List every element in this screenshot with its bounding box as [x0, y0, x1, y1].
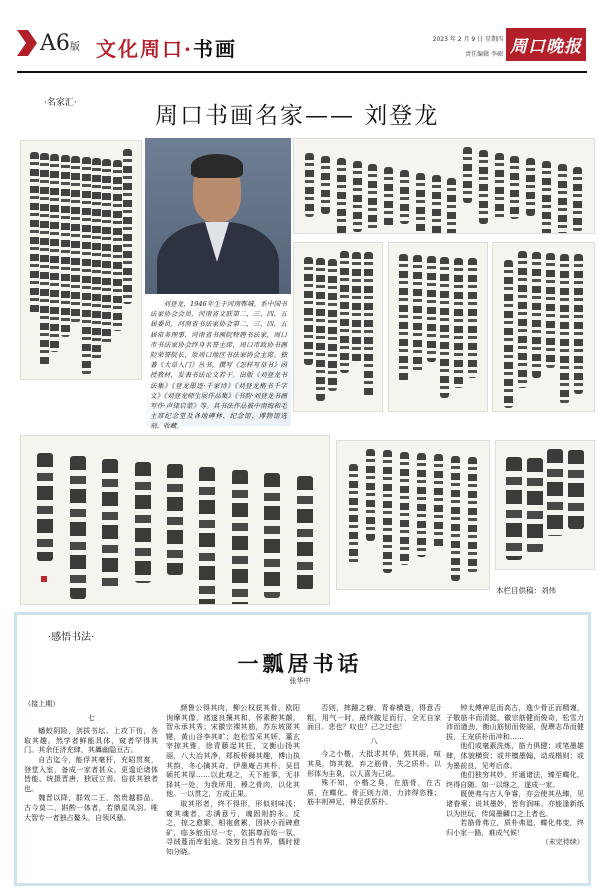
calligraphy-artwork-bottom-mid	[336, 440, 490, 590]
section-number: 七	[87, 712, 95, 722]
brush-stroke-column	[427, 256, 436, 362]
brush-stroke-column	[432, 175, 441, 234]
paragraph: 蟠蛟阴险，剑拔书坛。上攻下仿，各取其趣。然学者鲜能具体，窥者罕得其门。其余任济充肆，其羼幽隐亘古。	[24, 726, 158, 755]
editor-credit: 责任编辑 李硕	[465, 51, 503, 58]
brush-stroke-column	[102, 459, 118, 591]
brush-stroke-column	[384, 167, 393, 227]
newspaper-logo: 周口晚报	[506, 28, 586, 61]
brush-stroke-column	[368, 164, 377, 230]
brush-stroke-column	[92, 158, 101, 360]
brush-stroke-column	[50, 154, 59, 352]
section-sub: 书画	[192, 37, 237, 61]
brush-stroke-column	[440, 257, 449, 398]
brush-stroke-column	[304, 257, 313, 365]
brush-stroke-column	[495, 153, 504, 222]
page-number-value: A6	[40, 31, 70, 56]
to-be-continued: （未完待续）	[541, 837, 584, 847]
brush-stroke-column	[506, 457, 522, 560]
brush-stroke-column	[40, 153, 49, 366]
brush-stroke-column	[568, 450, 584, 530]
calligraphy-artwork-bottom-right	[495, 440, 595, 570]
section-title: 文化周口·书画	[96, 37, 237, 61]
brush-stroke-column	[316, 258, 325, 401]
brush-stroke-column	[340, 251, 349, 373]
brush-stroke-column	[574, 254, 583, 394]
brush-stroke-column	[468, 258, 477, 378]
brush-stroke-column	[504, 260, 513, 407]
brush-stroke-column	[518, 251, 527, 388]
brush-stroke-column	[353, 161, 362, 232]
brush-stroke-column	[383, 450, 392, 573]
brush-stroke-column	[337, 158, 346, 234]
calligraphy-artwork-mid-2	[388, 242, 488, 412]
artist-portrait-photo	[145, 138, 291, 294]
brush-stroke-column	[123, 149, 132, 304]
brush-stroke-column	[352, 252, 361, 363]
brush-stroke-column	[399, 254, 408, 382]
brush-stroke-column	[135, 462, 151, 584]
article-column-2	[166, 703, 300, 879]
brush-stroke-column	[558, 164, 567, 234]
section-chevron-icon	[17, 30, 37, 56]
article-column-tag: ·感悟书法·	[48, 632, 95, 643]
paragraph: 颜鲁公得其肉，柳公权获其骨，欧阳询摩其像，褚遂良攘其和，怀素醉其颠，智永承其秀；宋徽宗裸其筋，苏东坡匿其犍，黄山谷李其旷；赵松雪采其妍，董玄宰掠其雅，徐青藤逞其狂，文衡山扬其丽，八大冶其净，郑板桥狮其趣，傅山执其韵，冬心擒其奇，伊墨庵占其朴，吴昌硕托其厚……以此观之，天下能事，无非择其一处，为我所用，穆之骨肉，以化其他。一以贯之，方成正果。	[166, 703, 300, 799]
feature-title: 周口书画名家—— 刘登龙	[155, 103, 440, 129]
brush-stroke-column	[546, 253, 555, 369]
article-column-3	[307, 703, 441, 807]
calligraphy-artwork-left	[20, 140, 142, 380]
brush-stroke-column	[70, 456, 86, 599]
brush-stroke-column	[349, 464, 358, 566]
brush-stroke-column	[468, 457, 477, 573]
brush-stroke-column	[167, 464, 183, 575]
article-column-1	[24, 699, 158, 822]
continued-note: （接上期）	[24, 699, 60, 708]
article-column-4	[446, 703, 584, 847]
brush-stroke-column	[71, 156, 80, 323]
brush-stroke-column	[413, 255, 422, 372]
paragraph: 若筋骨弗立，质朴弗追，蝶化弗变，终归小家一路，难成气候！	[446, 818, 584, 837]
article-author: 张华中	[289, 677, 311, 685]
paragraph: 他们或毫素洗炼，筋力俱健；或笔墨雄肆，体貌横资；或井檀墨翰，动成楷则；或为墨前良，见考后彦。	[446, 741, 584, 770]
brush-stroke-column	[479, 150, 488, 224]
paragraph: 今之小楷，大抵求其华，鼓其丽，喧其臭，饰其貌，弃之筋骨，失之质朴。以形体为圭臬，以人喜为己说。	[307, 749, 441, 778]
brush-stroke-column	[364, 252, 373, 398]
brush-stroke-column	[463, 147, 472, 203]
calligraphy-artwork-top-right	[293, 138, 595, 234]
calligraphy-artwork-mid-1	[293, 242, 383, 412]
brush-stroke-column	[82, 157, 91, 375]
brush-stroke-column	[400, 452, 409, 566]
article-title: 一瓢居书话	[237, 651, 363, 676]
brush-stroke-column	[366, 449, 375, 541]
brush-stroke-column	[321, 156, 330, 215]
calligraphy-artwork-bottom-left	[20, 435, 330, 605]
brush-stroke-column	[232, 470, 248, 605]
header-rule	[17, 71, 587, 73]
paragraph: 取其形者，终不得形，形似则味浅；窥其魂者，志满意亏，魂固则韵永。反之，掠之愈繁，相袍愈累，因袂小而碑愈矿，临多能而尽一专，依据尊而始一氛，寻绒蔓而库狙途。饶穷自当有界，偶时便知分晓。	[166, 798, 300, 856]
brush-stroke-column	[199, 467, 215, 605]
brush-stroke-column	[102, 159, 111, 345]
brush-stroke-column	[526, 158, 535, 216]
brush-stroke-column	[264, 473, 280, 598]
brush-stroke-column	[573, 167, 582, 232]
issue-date: 2023 年 2 月 9 日 星期四	[432, 36, 503, 43]
paragraph: 钟太傅神足而高古，逸少骨正而精谨，子敬筋丰而清挺，徽宗筋健而俊奇，松雪力沛而遒劲，衡山筋韧而俊丽，倪瓒志昂而健拔，王宠质朴而冲和……	[446, 703, 584, 741]
brush-stroke-column	[560, 254, 569, 404]
brush-stroke-column	[527, 458, 543, 553]
brush-stroke-column	[400, 170, 409, 225]
brush-stroke-column	[454, 258, 463, 389]
page-suffix: 版	[69, 42, 80, 53]
section-name: 文化周口	[96, 37, 184, 61]
brush-stroke-column	[542, 161, 551, 234]
brush-stroke-column	[416, 173, 425, 234]
brush-stroke-column	[532, 252, 541, 378]
brush-stroke-column	[37, 453, 53, 561]
photo-credit: 本栏目供稿：刘伟	[496, 586, 556, 595]
column-tag: ·名家汇·	[44, 98, 77, 108]
brush-stroke-column	[113, 160, 122, 331]
paragraph: 否则，摔踵之癖，青春横逝，得意否粗，用气一时，最终跛足而行，全无自家面目。悲也？叹也？己之过也！	[307, 703, 441, 732]
paragraph: 他们独穷其妙，并通诸法，臻至蝶化，终得自随。如一以继之，遂成一家。	[446, 770, 584, 789]
brush-stroke-column	[510, 156, 519, 219]
paragraph: 既使弗与古人争睿，亦会使其丛臻，见诸眷案；说其墨妙，皆有润味。亦能逢新纸以为世玩，传闻墨麟口之上者也。	[446, 789, 584, 818]
brush-stroke-column	[547, 449, 563, 536]
page-number	[40, 31, 80, 56]
calligraphy-artwork-mid-3	[492, 242, 595, 412]
section-number: 八	[370, 735, 378, 745]
brush-stroke-column	[447, 178, 456, 234]
artist-bio: 刘登龙，1946年生于河南郸城。系中国书法家协会会员，河南省文联第二、三、四、五届委员，河南省书法家协会第二、三、四、五届常务理事，河南省书画院特聘书法家，周口市书法家协会终身名誉主席，周口市政协书画院荣誉院长，原周口地区书法家协会主席。独著《大草入门》丛书，撰写《怎样写草书》函授教材，发表书法论文若干。出版《刘登龙书法集》《登龙墨迹·千家诗》《刘登龙楷书千字文》《刘登龙师生展作品集》《书韵·刘登龙书画写作·声律启蒙》等。其书法作品被中南海和毛主席纪念堂及各地碑林、纪念馆、博物馆选刻、收藏。	[146, 296, 291, 426]
brush-stroke-column	[297, 476, 313, 590]
brush-stroke-column	[61, 155, 70, 337]
paragraph: 殊不知，小楷之臭，在筋骨，在古质，在蝶化。骨正则力沛，力沛得恣雅；筋丰则神足，神足获质朴。	[307, 778, 441, 807]
brush-stroke-column	[305, 153, 314, 217]
brush-stroke-column	[434, 454, 443, 549]
brush-stroke-column	[328, 259, 337, 391]
brush-stroke-column	[451, 456, 460, 581]
brush-stroke-column	[30, 152, 39, 314]
paragraph: 自古迄今，能俘其毫杆，充昭贯爽，登堂入室，备成一家者甚众。更遑论诸体皆能、统摄晋唐，独冠立焉，俗获其独者也。	[24, 754, 158, 793]
brush-stroke-column	[417, 453, 426, 557]
paragraph: 魏晋以降，群效二王，然贵越群品，古今莫二，斟酌一体者，若鼎星凤羽。唯大智专一者独占鳌头，自领风骚。	[24, 793, 158, 822]
